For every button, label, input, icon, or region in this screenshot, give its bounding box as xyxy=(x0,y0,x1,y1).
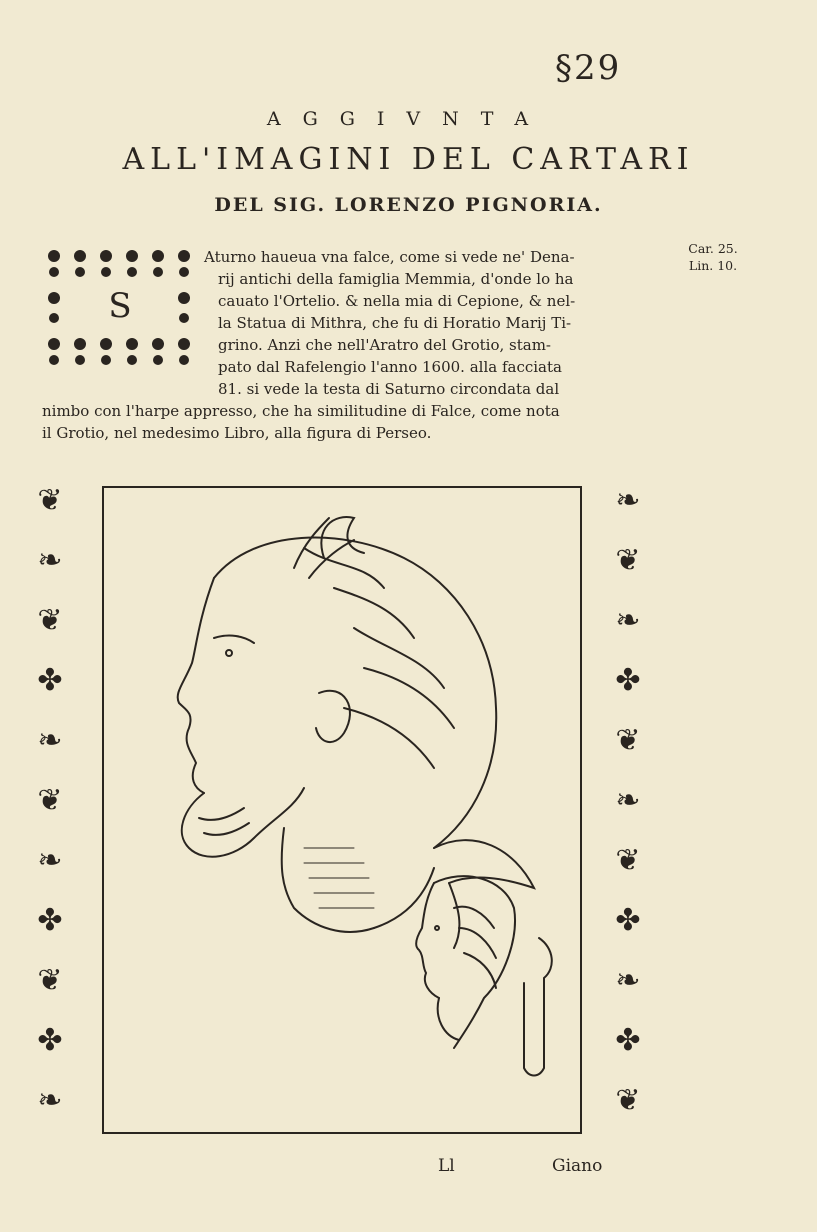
fleuron-ornament-icon: ✤ xyxy=(37,902,63,938)
scroll-ornament-icon: ❧ xyxy=(615,782,641,818)
body-line-8: nimbo con l'harpe appresso, che ha similitudine di Falce, come nota xyxy=(42,402,560,420)
saturn-profile-woodcut xyxy=(104,488,580,1132)
saturn-face-profile xyxy=(178,578,214,793)
small-head-outline xyxy=(434,876,515,1048)
saturn-head-outline xyxy=(214,538,496,848)
scroll-ornament-icon: ❧ xyxy=(615,602,641,638)
scroll-ornament-icon: ❧ xyxy=(37,542,63,578)
scroll-ornament-icon: ❧ xyxy=(615,962,641,998)
fleuron-ornament-icon: ✤ xyxy=(615,1022,641,1058)
scroll-ornament-icon: ❦ xyxy=(615,722,641,758)
scroll-ornament-icon: ❦ xyxy=(37,962,63,998)
saturn-beard xyxy=(182,788,304,857)
body-line-9: il Grotio, nel medesimo Libro, alla figura di Perseo. xyxy=(42,424,432,442)
heading-aggiunta: AGGIVNTA xyxy=(266,108,551,130)
scroll-ornament-icon: ❧ xyxy=(37,722,63,758)
fleuron-ornament-icon: ✤ xyxy=(615,902,641,938)
saturn-hair xyxy=(304,548,454,768)
scroll-ornament-icon: ❦ xyxy=(37,482,63,518)
fleuron-ornament-icon: ✤ xyxy=(37,662,63,698)
ornament-column-left xyxy=(30,470,70,1130)
fleuron-row-bottom xyxy=(48,338,190,365)
body-line-2: rij antichi della famiglia Memmia, d'onde lo ha xyxy=(218,270,574,288)
scroll-ornament-icon: ❧ xyxy=(37,1082,63,1118)
heading-title: ALL'IMAGINI DEL CARTARI xyxy=(122,142,695,177)
small-head-profile xyxy=(416,883,439,998)
margin-note-line-1: Car. 25. xyxy=(688,241,738,256)
fleuron-col-right xyxy=(178,292,190,323)
scroll-ornament-icon: ❧ xyxy=(37,842,63,878)
body-line-5: grino. Anzi che nell'Aratro del Grotio, stam- xyxy=(218,336,551,354)
fleuron-ornament-icon: ✤ xyxy=(37,1022,63,1058)
scroll-ornament-icon: ❦ xyxy=(37,602,63,638)
fleuron-col-left xyxy=(48,292,60,323)
scroll-ornament-icon: ❧ xyxy=(615,482,641,518)
body-line-3: cauato l'Ortelio. & nella mia di Cepione, & nel- xyxy=(218,292,576,310)
ornament-column-right xyxy=(608,470,648,1130)
fleuron-row-top xyxy=(48,250,190,277)
saturn-wreath xyxy=(294,518,354,578)
scroll-ornament-icon: ❦ xyxy=(615,842,641,878)
footer-catchword: Giano xyxy=(552,1156,603,1176)
body-line-7: 81. si vede la testa di Saturno circondata dal xyxy=(218,380,560,398)
body-line-1: Aturno haueua vna falce, come si vede ne' Dena- xyxy=(204,248,575,266)
drop-cap-block xyxy=(42,244,200,372)
margin-note xyxy=(678,240,748,274)
page-number: §29 xyxy=(555,48,622,88)
body-line-6: pato dal Rafelengio l'anno 1600. alla facciata xyxy=(218,358,562,376)
harpe-sickle xyxy=(434,840,534,888)
drop-cap-letter: S xyxy=(108,286,132,326)
heading-author: DEL SIG. LORENZO PIGNORIA. xyxy=(214,194,603,216)
scroll-ornament-icon: ❦ xyxy=(37,782,63,818)
margin-note-line-2: Lin. 10. xyxy=(688,258,738,273)
scroll-ornament-icon: ❦ xyxy=(615,1082,641,1118)
body-line-4: la Statua di Mithra, che fu di Horatio Marij Ti- xyxy=(218,314,572,332)
fleuron-ornament-icon: ✤ xyxy=(615,662,641,698)
saturn-neck xyxy=(282,828,374,932)
footer-signature: Ll xyxy=(438,1156,455,1176)
scroll-ornament-icon: ❦ xyxy=(615,542,641,578)
